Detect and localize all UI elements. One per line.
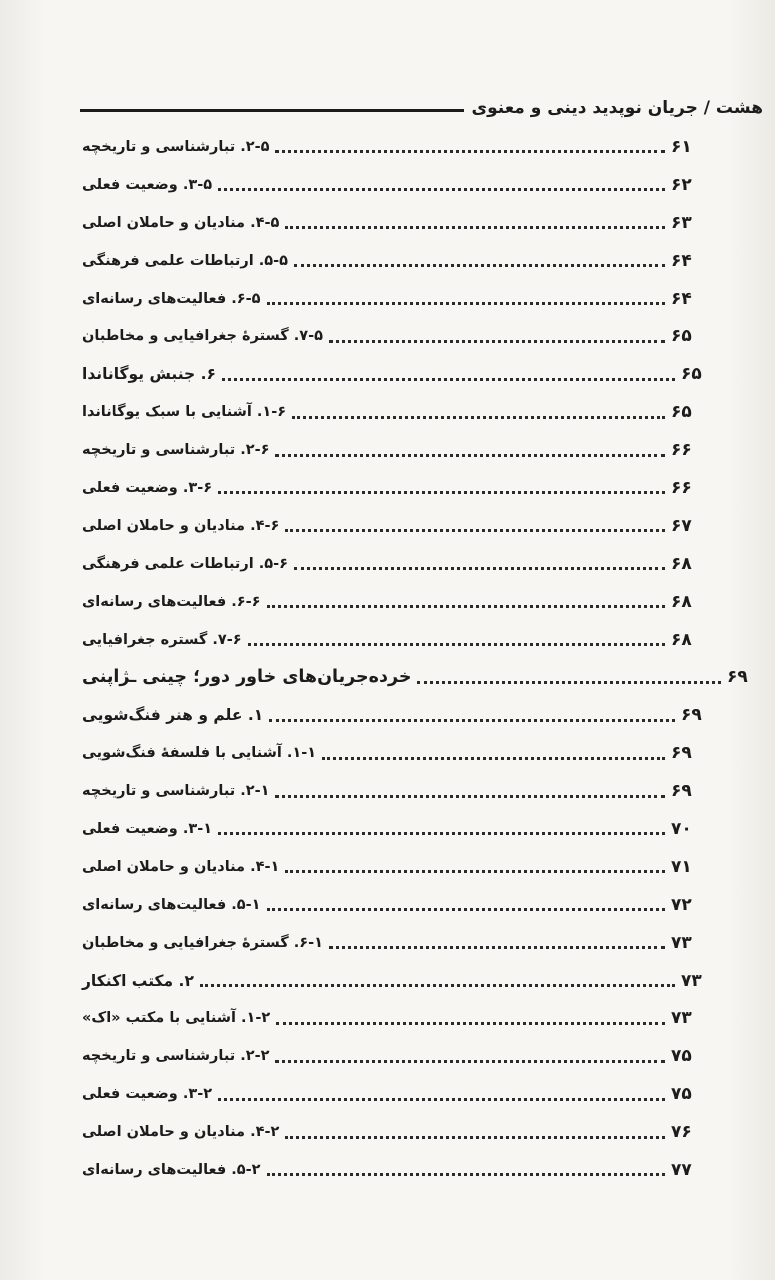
toc-entry-label: ۳-۲. وضعیت فعلی <box>82 1086 213 1103</box>
toc-entry[interactable] <box>82 317 705 355</box>
dot-leader <box>322 757 665 760</box>
toc-entry-label: ۷-۵. گسترهٔ جغرافیایی و مخاطبان <box>82 328 323 345</box>
toc-entry-page-number: ۶۱ <box>671 136 692 157</box>
toc-entry[interactable] <box>82 545 705 583</box>
toc-entry[interactable] <box>82 1075 705 1113</box>
toc-entry[interactable] <box>82 469 705 507</box>
toc-entry[interactable] <box>82 431 705 469</box>
toc-entry[interactable] <box>82 772 705 810</box>
dot-leader <box>294 264 665 267</box>
toc-entry[interactable] <box>82 355 715 393</box>
toc-entry-page-number: ۶۵ <box>671 326 692 347</box>
dot-leader <box>276 1022 665 1025</box>
dot-leader <box>285 226 665 229</box>
toc-entry-label: ۲-۱. تبارشناسی و تاریخچه <box>82 783 270 800</box>
toc-entry-page-number: ۷۳ <box>681 970 702 991</box>
toc-entry-page-number: ۷۷ <box>671 1159 692 1180</box>
dot-leader <box>275 1060 665 1063</box>
dot-leader <box>329 946 665 949</box>
toc-entry-label: ۱. علم و هنر فنگ‌شویی <box>82 706 264 725</box>
toc-entry-page-number: ۶۹ <box>727 667 748 688</box>
toc-entry-label: ۱-۲. آشنایی با مکتب «اک» <box>82 1010 271 1027</box>
toc-entry-label: ۵-۶. ارتباطات علمی فرهنگی <box>82 555 288 572</box>
toc-entry-page-number: ۷۲ <box>671 894 692 915</box>
dot-leader <box>285 870 665 873</box>
toc-entry-page-number: ۶۴ <box>671 250 692 271</box>
toc-entry[interactable] <box>82 658 761 696</box>
dot-leader <box>218 1098 665 1101</box>
toc-entry-label: ۳-۱. وضعیت فعلی <box>82 820 213 837</box>
toc-entry-page-number: ۶۶ <box>671 440 692 461</box>
toc-entry-label: ۴-۲. منادیان و حاملان اصلی <box>82 1124 280 1141</box>
toc-entry[interactable] <box>82 507 705 545</box>
toc-entry-label: ۷-۶. گستره جغرافیایی <box>82 631 242 648</box>
toc-entry-page-number: ۶۸ <box>671 553 692 574</box>
toc-entry[interactable] <box>82 999 705 1037</box>
dot-leader <box>200 984 675 987</box>
toc-entry[interactable] <box>82 280 705 318</box>
toc-entry-label: ۵-۵. ارتباطات علمی فرهنگی <box>82 252 288 269</box>
dot-leader <box>329 340 665 343</box>
toc-entry-label: ۲-۶. تبارشناسی و تاریخچه <box>82 442 270 459</box>
header-rule <box>80 109 464 112</box>
toc-entry-page-number: ۶۸ <box>671 591 692 612</box>
toc-entry-label: ۱-۶. آشنایی با سبک یوگاناندا <box>82 404 287 421</box>
toc-entry-page-number: ۷۳ <box>671 1008 692 1029</box>
toc-entry[interactable] <box>82 621 705 659</box>
toc-entry-page-number: ۶۹ <box>671 743 692 764</box>
toc-entry[interactable] <box>82 1151 705 1189</box>
toc-entry-label: خرده‌جریان‌های خاور دور؛ چینی ـژاپنی <box>82 667 412 688</box>
toc-entry[interactable] <box>82 810 705 848</box>
toc-entry[interactable] <box>82 204 705 242</box>
toc-entry[interactable] <box>82 696 715 734</box>
toc-entry-label: ۲-۲. تبارشناسی و تاریخچه <box>82 1048 270 1065</box>
toc-entry-label: ۴-۵. منادیان و حاملان اصلی <box>82 214 280 231</box>
toc-entry-label: ۶-۶. فعالیت‌های رسانه‌ای <box>82 593 261 610</box>
dot-leader <box>222 378 675 381</box>
toc-entry-page-number: ۶۸ <box>671 629 692 650</box>
toc-entry-label: ۲-۵. تبارشناسی و تاریخچه <box>82 138 270 155</box>
toc-entry-label: ۶. جنبش یوگاناندا <box>82 365 216 384</box>
dot-leader <box>267 605 666 608</box>
toc-entry-label: ۱-۱. آشنایی با فلسفهٔ فنگ‌شویی <box>82 745 317 762</box>
toc-entry-label: ۶-۵. فعالیت‌های رسانه‌ای <box>82 290 261 307</box>
toc-entry-page-number: ۷۶ <box>671 1122 692 1143</box>
toc-entry[interactable] <box>82 583 705 621</box>
toc-entry[interactable] <box>82 886 705 924</box>
toc-entry[interactable] <box>82 848 705 886</box>
dot-leader <box>267 1173 666 1176</box>
toc-entry[interactable] <box>82 1113 705 1151</box>
running-header <box>80 95 763 121</box>
toc-entry-page-number: ۶۷ <box>671 515 692 536</box>
dot-leader <box>275 150 665 153</box>
dot-leader <box>292 416 665 419</box>
dot-leader <box>285 529 665 532</box>
dot-leader <box>218 491 665 494</box>
toc-entry-page-number: ۷۵ <box>671 1046 692 1067</box>
dot-leader <box>294 567 665 570</box>
toc-entry[interactable] <box>82 734 705 772</box>
dot-leader <box>267 302 666 305</box>
toc-entry-page-number: ۶۴ <box>671 288 692 309</box>
toc-entry[interactable] <box>82 924 705 962</box>
dot-leader <box>218 188 665 191</box>
dot-leader <box>417 681 721 684</box>
dot-leader <box>275 795 665 798</box>
toc-entry-page-number: ۷۰ <box>671 818 692 839</box>
dot-leader <box>248 643 665 646</box>
toc-entry[interactable] <box>82 1037 705 1075</box>
toc-entry-label: ۳-۶. وضعیت فعلی <box>82 479 213 496</box>
toc-entry-page-number: ۶۹ <box>681 705 702 726</box>
toc-entry-label: ۵-۱. فعالیت‌های رسانه‌ای <box>82 896 261 913</box>
toc-entry-page-number: ۷۱ <box>671 856 692 877</box>
dot-leader <box>267 908 666 911</box>
toc-entry-page-number: ۶۵ <box>681 364 702 385</box>
toc-entry-label: ۳-۵. وضعیت فعلی <box>82 176 213 193</box>
toc-entry-page-number: ۶۲ <box>671 174 692 195</box>
dot-leader <box>285 1136 665 1139</box>
dot-leader <box>269 719 675 722</box>
header-title: هشت / جریان نوپدید دینی و معنوی <box>471 98 763 118</box>
toc-entry[interactable] <box>82 166 705 204</box>
dot-leader <box>275 454 665 457</box>
toc-entry-page-number: ۶۳ <box>671 212 692 233</box>
toc-entry[interactable] <box>82 242 705 280</box>
toc-entry-label: ۶-۱. گسترهٔ جغرافیایی و مخاطبان <box>82 934 323 951</box>
toc-entry-page-number: ۷۵ <box>671 1084 692 1105</box>
toc-entry-label: ۴-۶. منادیان و حاملان اصلی <box>82 517 280 534</box>
toc-entry[interactable] <box>82 393 705 431</box>
table-of-contents <box>82 128 748 1189</box>
toc-entry-label: ۵-۲. فعالیت‌های رسانه‌ای <box>82 1161 261 1178</box>
toc-entry-page-number: ۶۵ <box>671 402 692 423</box>
toc-entry-page-number: ۷۳ <box>671 932 692 953</box>
toc-entry-page-number: ۶۶ <box>671 477 692 498</box>
toc-entry-label: ۴-۱. منادیان و حاملان اصلی <box>82 858 280 875</box>
toc-entry[interactable] <box>82 128 705 166</box>
toc-entry[interactable] <box>82 962 715 1000</box>
toc-entry-page-number: ۶۹ <box>671 781 692 802</box>
dot-leader <box>218 832 665 835</box>
toc-entry-label: ۲. مکتب اکنکار <box>82 971 194 990</box>
